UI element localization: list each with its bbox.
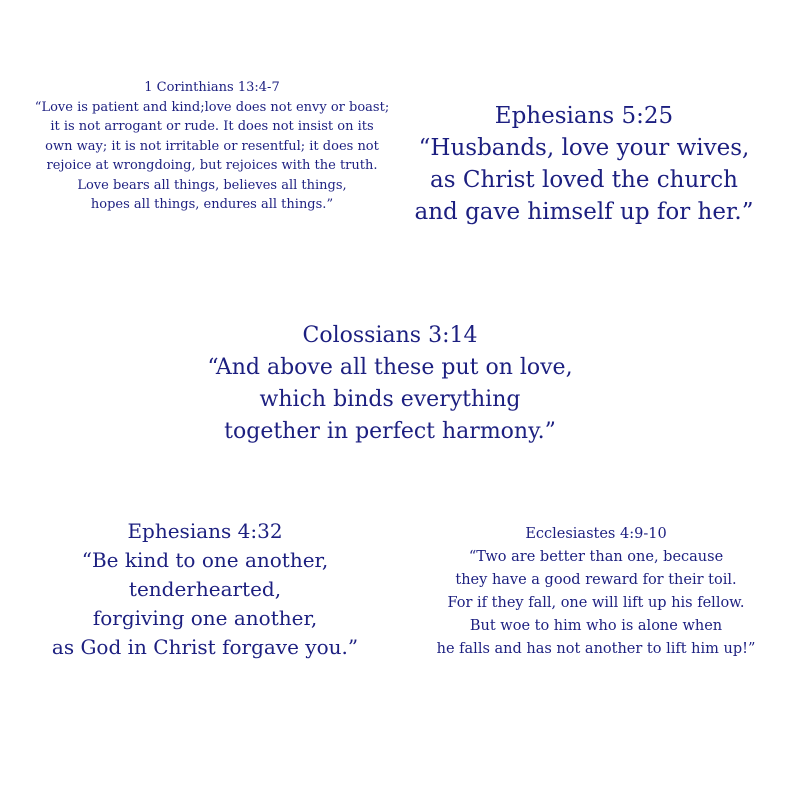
verse-line: “Two are better than one, because: [468, 549, 724, 565]
verse-line: “Husbands, love your wives,: [418, 135, 750, 161]
verse-ecclesiastes-4-9-10: [437, 523, 756, 661]
verse-line: he falls and has not another to lift him up!”: [436, 641, 756, 657]
verse-line: together in perfect harmony.”: [224, 419, 556, 444]
verse-line: forgiving one another,: [92, 606, 318, 630]
verse-line: it is not arrogant or rude. It does not insist on its: [50, 119, 374, 134]
verse-line: they have a good reward for their toil.: [455, 572, 737, 588]
verse-line: “Be kind to one another,: [81, 548, 329, 572]
verse-line: and gave himself up for her.”: [414, 199, 754, 225]
verse-colossians-3-14: [207, 320, 572, 448]
verse-line: “Love is patient and kind;love does not envy or boast;: [34, 99, 390, 115]
verse-reference: Colossians 3:14: [302, 323, 478, 348]
verse-line: rejoice at wrongdoing, but rejoices with the truth.: [46, 158, 378, 173]
verse-ephesians-4-32: [52, 517, 358, 662]
verse-line: as God in Christ forgave you.”: [51, 635, 359, 659]
verse-reference: Ephesians 4:32: [127, 519, 283, 543]
verse-line: “And above all these put on love,: [207, 355, 573, 380]
verse-line: own way; it is not irritable or resentful; it does not: [45, 138, 379, 154]
verse-reference: 1 Corinthians 13:4-7: [144, 80, 280, 95]
verse-reference: Ecclesiastes 4:9-10: [525, 526, 667, 542]
verse-line: Love bears all things, believes all things,: [77, 177, 347, 193]
verse-line: which binds everything: [259, 387, 521, 412]
verse-line: hopes all things, endures all things.”: [90, 197, 334, 212]
verse-1-corinthians-13: [35, 78, 389, 215]
verse-line: as Christ loved the church: [430, 167, 738, 193]
verse-ephesians-5-25: [415, 100, 754, 228]
verse-line: For if they fall, one will lift up his fellow.: [447, 595, 745, 611]
verse-line: tenderhearted,: [128, 577, 282, 601]
verse-line: But woe to him who is alone when: [469, 618, 723, 634]
verse-reference: Ephesians 5:25: [494, 103, 674, 129]
